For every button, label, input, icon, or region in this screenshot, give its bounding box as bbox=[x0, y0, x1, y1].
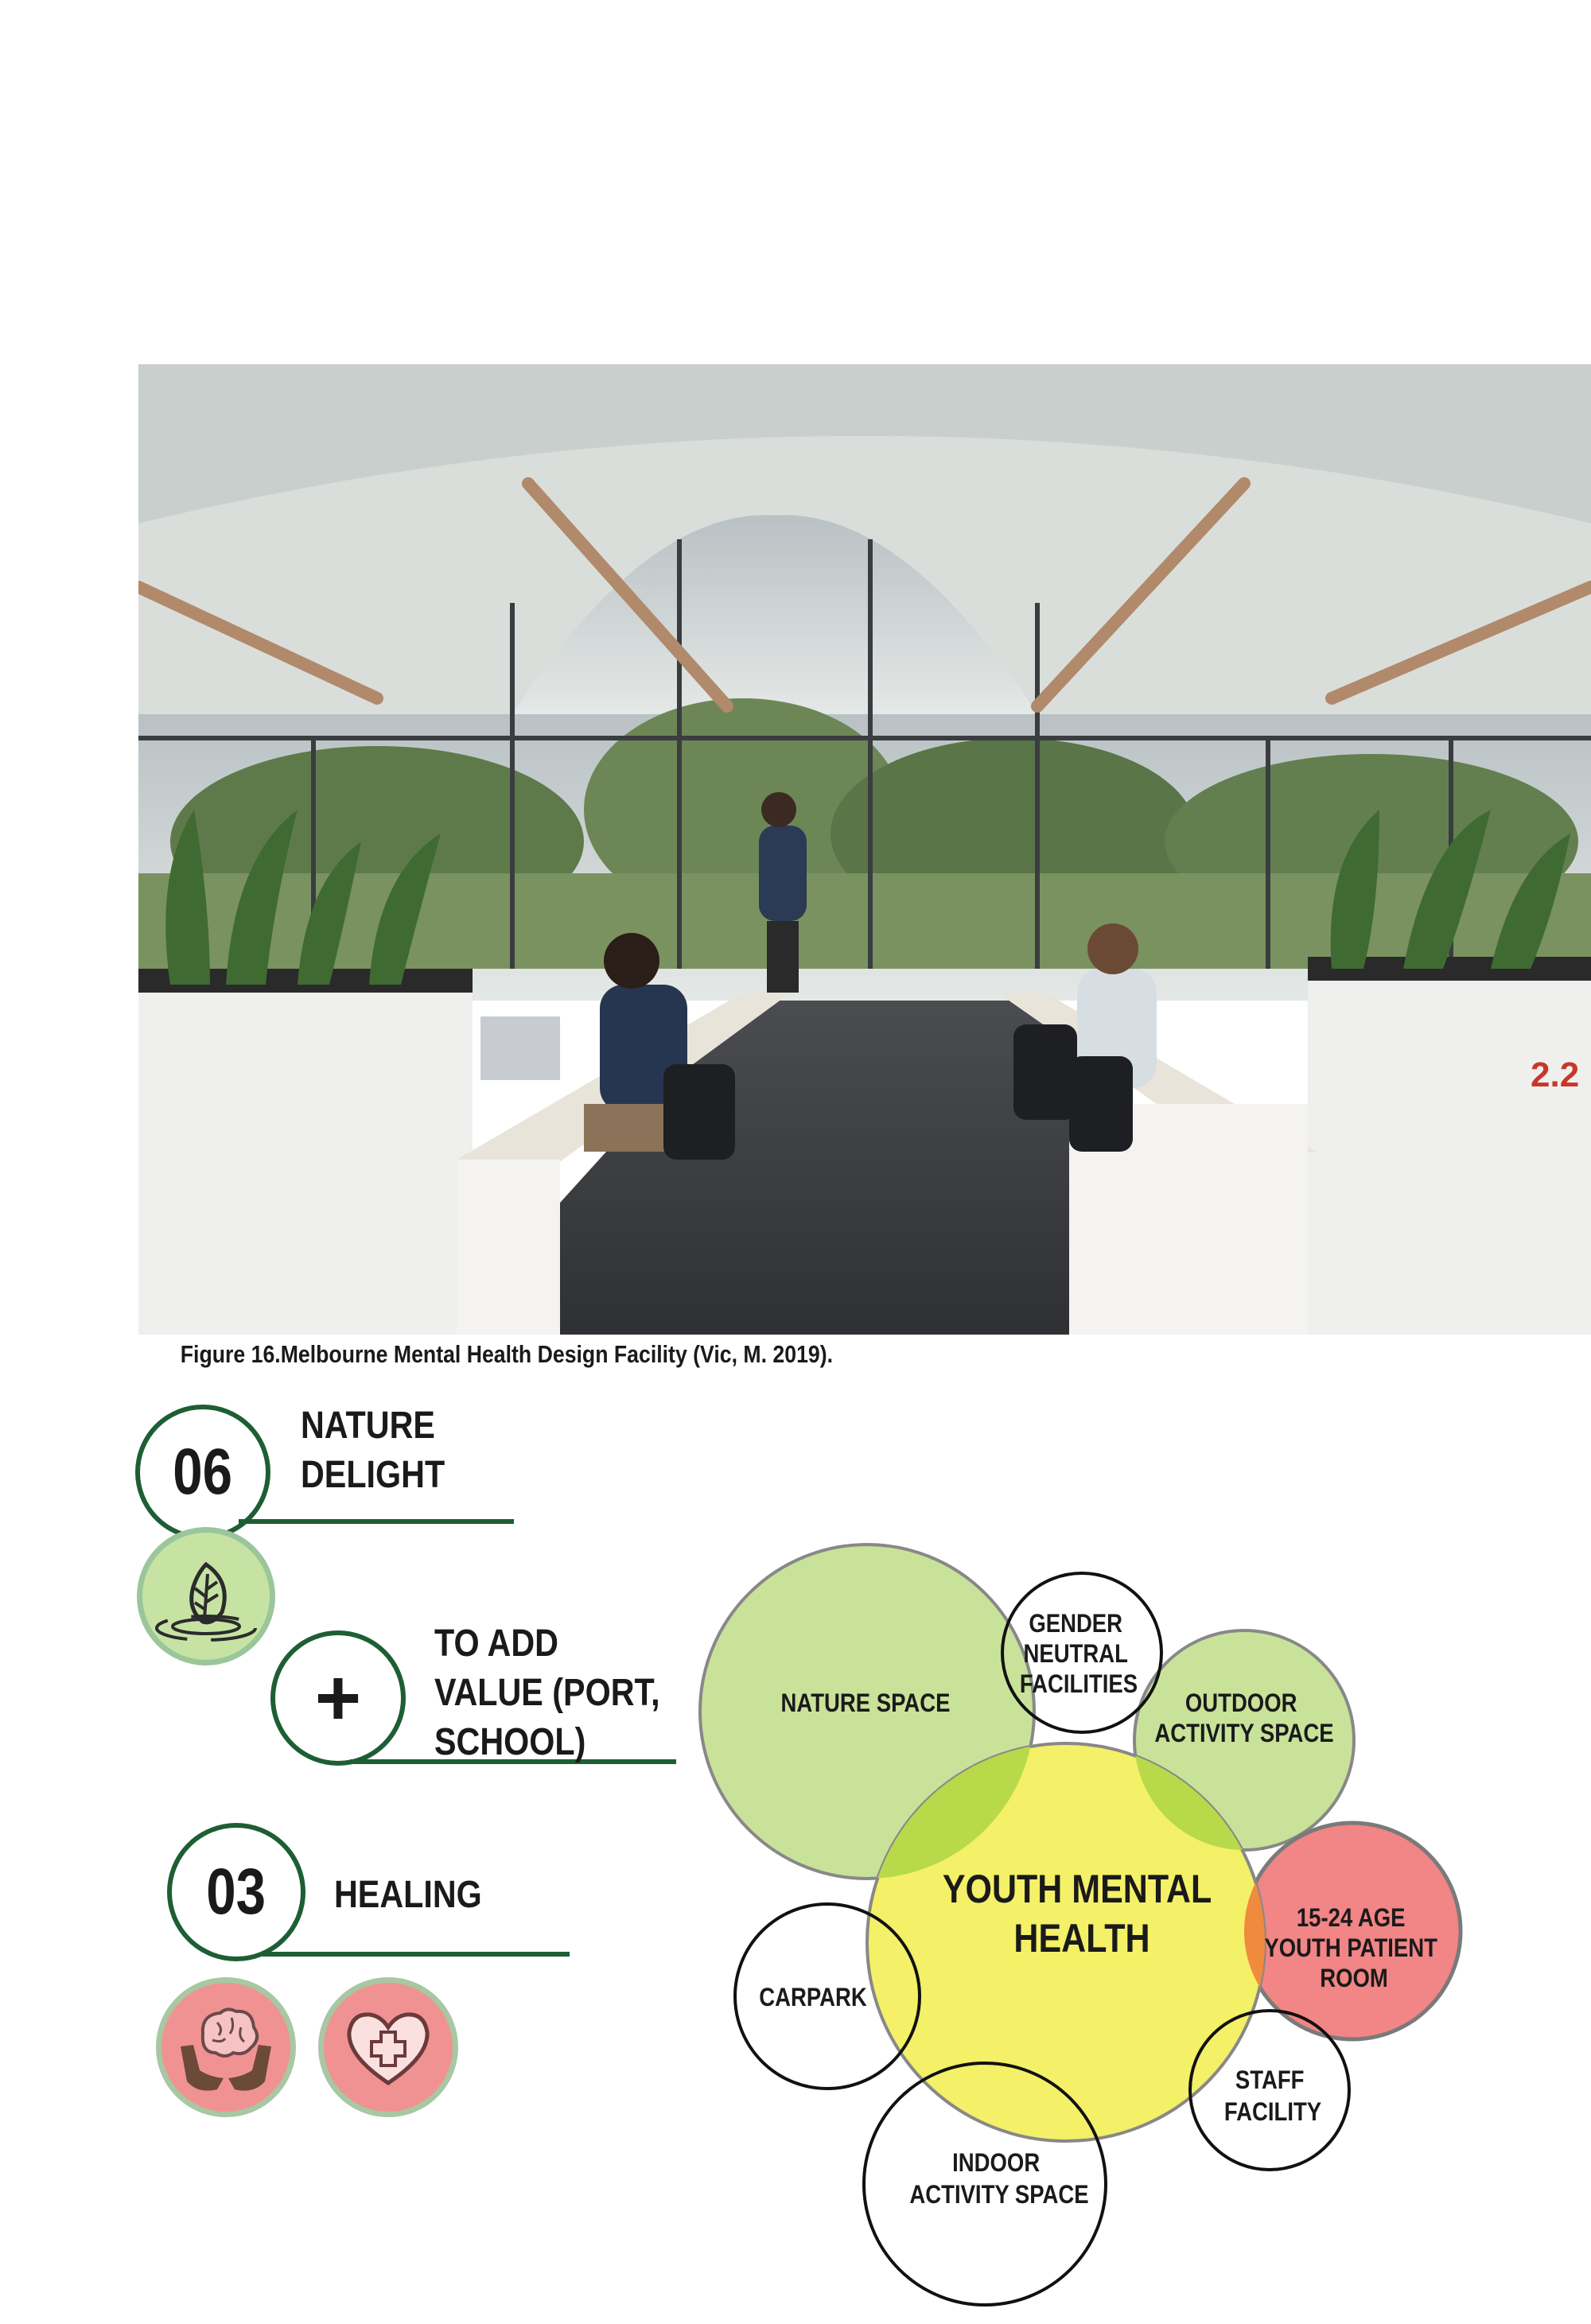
heading-line: DELIGHT bbox=[301, 1454, 445, 1496]
bubble-label: CARPARK bbox=[759, 1984, 867, 2012]
heading-line: HEALING bbox=[334, 1874, 482, 1916]
heading-line: NATURE bbox=[301, 1405, 435, 1447]
principle-number: 03 bbox=[206, 1856, 266, 1928]
svg-text:NATURE SPACE bbox=[781, 1689, 951, 1717]
bubble-label: NATURE SPACE bbox=[780, 1689, 951, 1718]
svg-text:CARPARK bbox=[759, 1984, 867, 2011]
bubble-label-main: YOUTH MENTAL HEALTH bbox=[942, 1866, 1212, 1961]
photo-sign-text: 2.2 bbox=[1531, 1055, 1580, 1094]
heading-line: VALUE (PORT, bbox=[434, 1672, 660, 1714]
bubble-label: INDOOR ACTIVITY SPACE bbox=[909, 2149, 1089, 2209]
principle-number: 06 bbox=[173, 1436, 233, 1508]
bubble-label: 15-24 AGE YOUTH PATIENT ROOM bbox=[1264, 1904, 1437, 1993]
heading-line: SCHOOL) bbox=[434, 1721, 586, 1763]
figure-caption: Figure 16.Melbourne Mental Health Design Facility (Vic, M. 2019). bbox=[180, 1340, 834, 1368]
bubble-label: GENDER NEUTRAL FACILITIES bbox=[1019, 1610, 1138, 1699]
bubble-label: OUTDOOR ACTIVITY SPACE bbox=[1154, 1689, 1334, 1748]
plus-icon: + bbox=[314, 1653, 362, 1743]
bubble-label: STAFF FACILITY bbox=[1223, 2066, 1322, 2127]
heading-line: TO ADD bbox=[434, 1623, 558, 1665]
